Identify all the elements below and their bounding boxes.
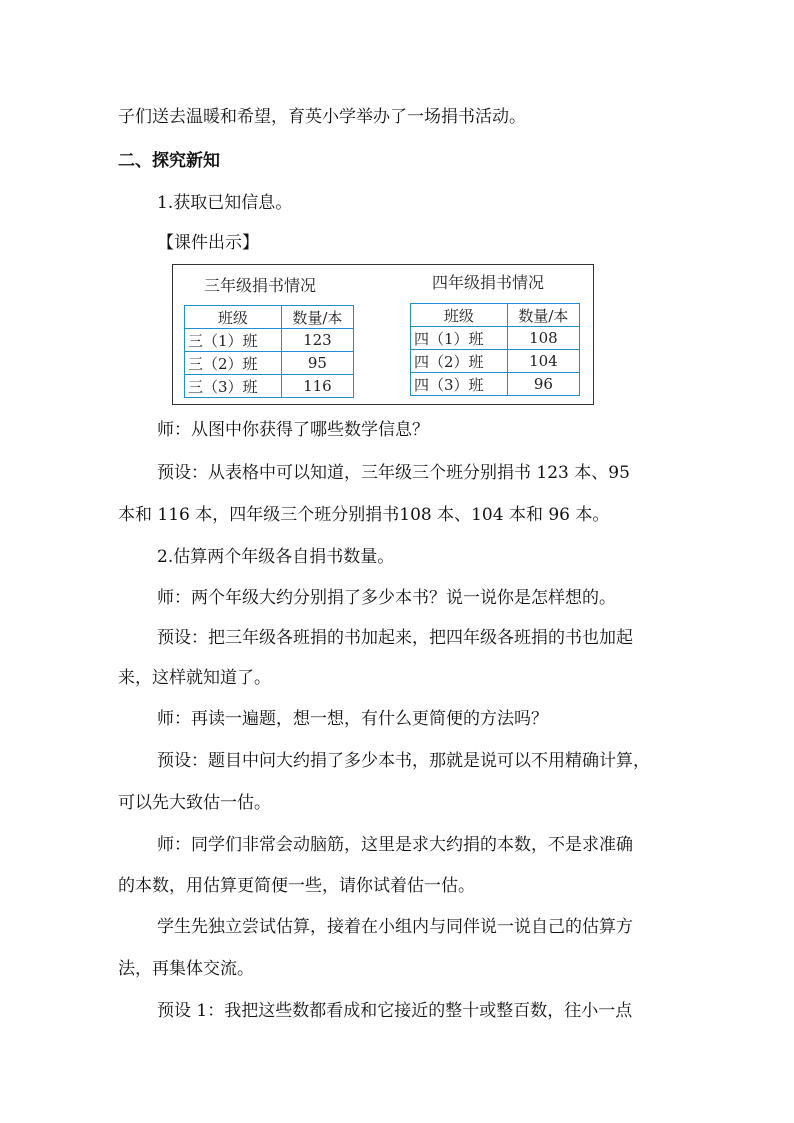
table-cell: 四（1）班 xyxy=(411,327,508,350)
table-cell: 104 xyxy=(507,350,579,373)
table-cell: 95 xyxy=(281,352,353,375)
text-line: 预设：从表格中可以知道，三年级三个班分别捐书 123 本、95 xyxy=(157,463,630,483)
table-cell: 三（1）班 xyxy=(185,329,282,352)
text-line: 本和 116 本，四年级三个班分别捐书108 本、104 本和 96 本。 xyxy=(118,505,610,525)
text-line: 师：再读一遍题，想一想，有什么更简便的方法吗？ xyxy=(157,709,548,729)
subheading: 2.估算两个年级各自捐书数量。 xyxy=(157,547,395,567)
table-header-cell: 班级 xyxy=(185,306,282,329)
table-header-row xyxy=(411,304,580,327)
table-row xyxy=(411,373,580,396)
courseware-label: 【课件出示】 xyxy=(157,233,259,253)
text-line: 师：从图中你获得了哪些数学信息？ xyxy=(157,420,429,440)
text-line: 法，再集体交流。 xyxy=(118,959,254,979)
table-row xyxy=(185,329,354,352)
text-line: 师：两个年级大约分别捐了多少本书？说一说你是怎样想的。 xyxy=(157,588,616,608)
text-line: 的本数，用估算更简便一些，请你试着估一估。 xyxy=(118,876,475,896)
table-header-cell: 数量/本 xyxy=(281,306,353,329)
table-header-cell: 数量/本 xyxy=(507,304,579,327)
section-heading: 二、探究新知 xyxy=(118,151,220,171)
courseware-figure xyxy=(172,264,594,405)
grade4-table-title: 四年级捐书情况 xyxy=(432,273,545,292)
grade4-table xyxy=(410,303,580,396)
text-line: 师：同学们非常会动脑筋，这里是求大约捐的本数，不是求准确 xyxy=(157,835,633,855)
text-line: 可以先大致估一估。 xyxy=(118,793,271,813)
subheading: 1.获取已知信息。 xyxy=(157,193,293,213)
table-row xyxy=(411,327,580,350)
table-cell: 123 xyxy=(281,329,353,352)
grade3-table-title: 三年级捐书情况 xyxy=(204,276,317,295)
table-cell: 三（3）班 xyxy=(185,375,282,398)
grade3-table xyxy=(184,305,354,398)
table-cell: 四（2）班 xyxy=(411,350,508,373)
table-header-row xyxy=(185,306,354,329)
table-cell: 三（2）班 xyxy=(185,352,282,375)
text-line: 预设：把三年级各班捐的书加起来，把四年级各班捐的书也加起 xyxy=(157,628,633,648)
table-row xyxy=(411,350,580,373)
text-line: 来，这样就知道了。 xyxy=(118,668,271,688)
table-header-cell: 班级 xyxy=(411,304,508,327)
table-cell: 四（3）班 xyxy=(411,373,508,396)
table-cell: 116 xyxy=(281,375,353,398)
table-cell: 108 xyxy=(507,327,579,350)
text-line: 预设：题目中问大约捐了多少本书，那就是说可以不用精确计算， xyxy=(157,751,650,771)
text-line: 学生先独立尝试估算，接着在小组内与同伴说一说自己的估算方 xyxy=(157,917,633,937)
table-row xyxy=(185,352,354,375)
text-line: 子们送去温暖和希望，育英小学举办了一场捐书活动。 xyxy=(118,107,526,127)
table-cell: 96 xyxy=(507,373,579,396)
table-row xyxy=(185,375,354,398)
text-line: 预设 1：我把这些数都看成和它接近的整十或整百数，往小一点 xyxy=(157,1001,633,1021)
